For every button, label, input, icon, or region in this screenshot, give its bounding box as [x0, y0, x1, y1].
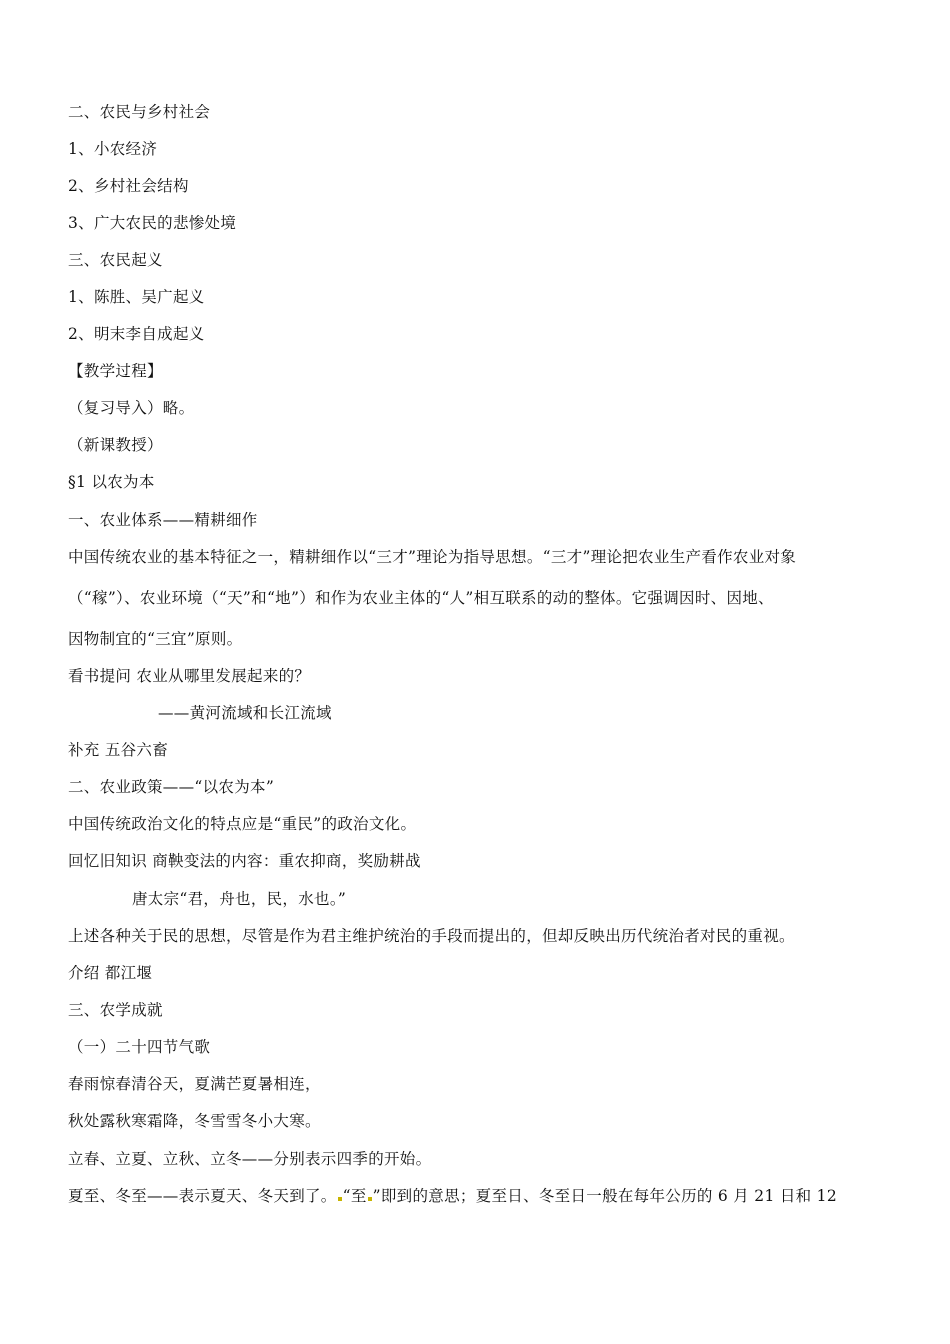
section-heading: 三、农学成就	[68, 1001, 163, 1019]
paragraph: 唐太宗“君，舟也，民，水也。”	[132, 890, 347, 908]
paragraph: 看书提问 农业从哪里发展起来的？	[68, 667, 311, 685]
list-item: 1、陈胜、吴广起义	[68, 288, 205, 306]
section-heading: 二、农业政策——“以农为本”	[68, 778, 275, 796]
section-heading: （一）二十四节气歌	[68, 1038, 211, 1056]
paragraph: （新课教授）	[68, 436, 163, 454]
section-heading: §1 以农为本	[68, 473, 155, 491]
list-item: 3、广大农民的悲惨处境	[68, 214, 237, 232]
paragraph: ——黄河流域和长江流域	[158, 704, 332, 722]
paragraph: 秋处露秋寒霜降，冬雪雪冬小大寒。	[68, 1112, 321, 1130]
paragraph: 因物制宜的“三宜”原则。	[68, 630, 243, 648]
paragraph: 立春、立夏、立秋、立冬——分别表示四季的开始。	[68, 1150, 432, 1168]
section-heading: 一、农业体系——精耕细作	[68, 511, 258, 529]
list-item: 1、小农经济	[68, 140, 158, 158]
edit-mark-icon	[338, 1197, 342, 1201]
paragraph: 中国传统农业的基本特征之一，精耕细作以“三才”理论为指导思想。“三才”理论把农业生产看作农业对象	[68, 548, 797, 566]
paragraph: 春雨惊春清谷天，夏满芒夏暑相连，	[68, 1075, 321, 1093]
paragraph: 中国传统政治文化的特点应是“重民”的政治文化。	[68, 815, 417, 833]
paragraph: 回忆旧知识 商鞅变法的内容：重农抑商，奖励耕战	[68, 852, 421, 870]
list-item: 2、乡村社会结构	[68, 177, 189, 195]
text-run: “至	[342, 1187, 367, 1205]
paragraph: 补充 五谷六畜	[68, 741, 169, 759]
section-heading: 三、农民起义	[68, 251, 163, 269]
paragraph: （“稼”）、农业环境（“天”和“地”）和作为农业主体的“人”相互联系的动的整体。它强调因时、因地、	[68, 589, 774, 607]
paragraph	[68, 1186, 837, 1206]
section-heading: 【教学过程】	[68, 362, 163, 380]
text-run: 夏至、冬至——表示夏天、冬天到了。	[68, 1187, 337, 1205]
paragraph: 上述各种关于民的思想，尽管是作为君主维护统治的手段而提出的，但却反映出历代统治者对民的重视。	[68, 927, 795, 945]
paragraph: （复习导入）略。	[68, 399, 195, 417]
section-heading: 二、农民与乡村社会	[68, 103, 211, 121]
edit-mark-icon	[368, 1197, 372, 1201]
list-item: 2、明末李自成起义	[68, 325, 205, 343]
paragraph: 介绍 都江堰	[68, 964, 153, 982]
text-run: ”即到的意思；夏至日、冬至日一般在每年公历的 6 月 21 日和 12	[372, 1187, 838, 1205]
